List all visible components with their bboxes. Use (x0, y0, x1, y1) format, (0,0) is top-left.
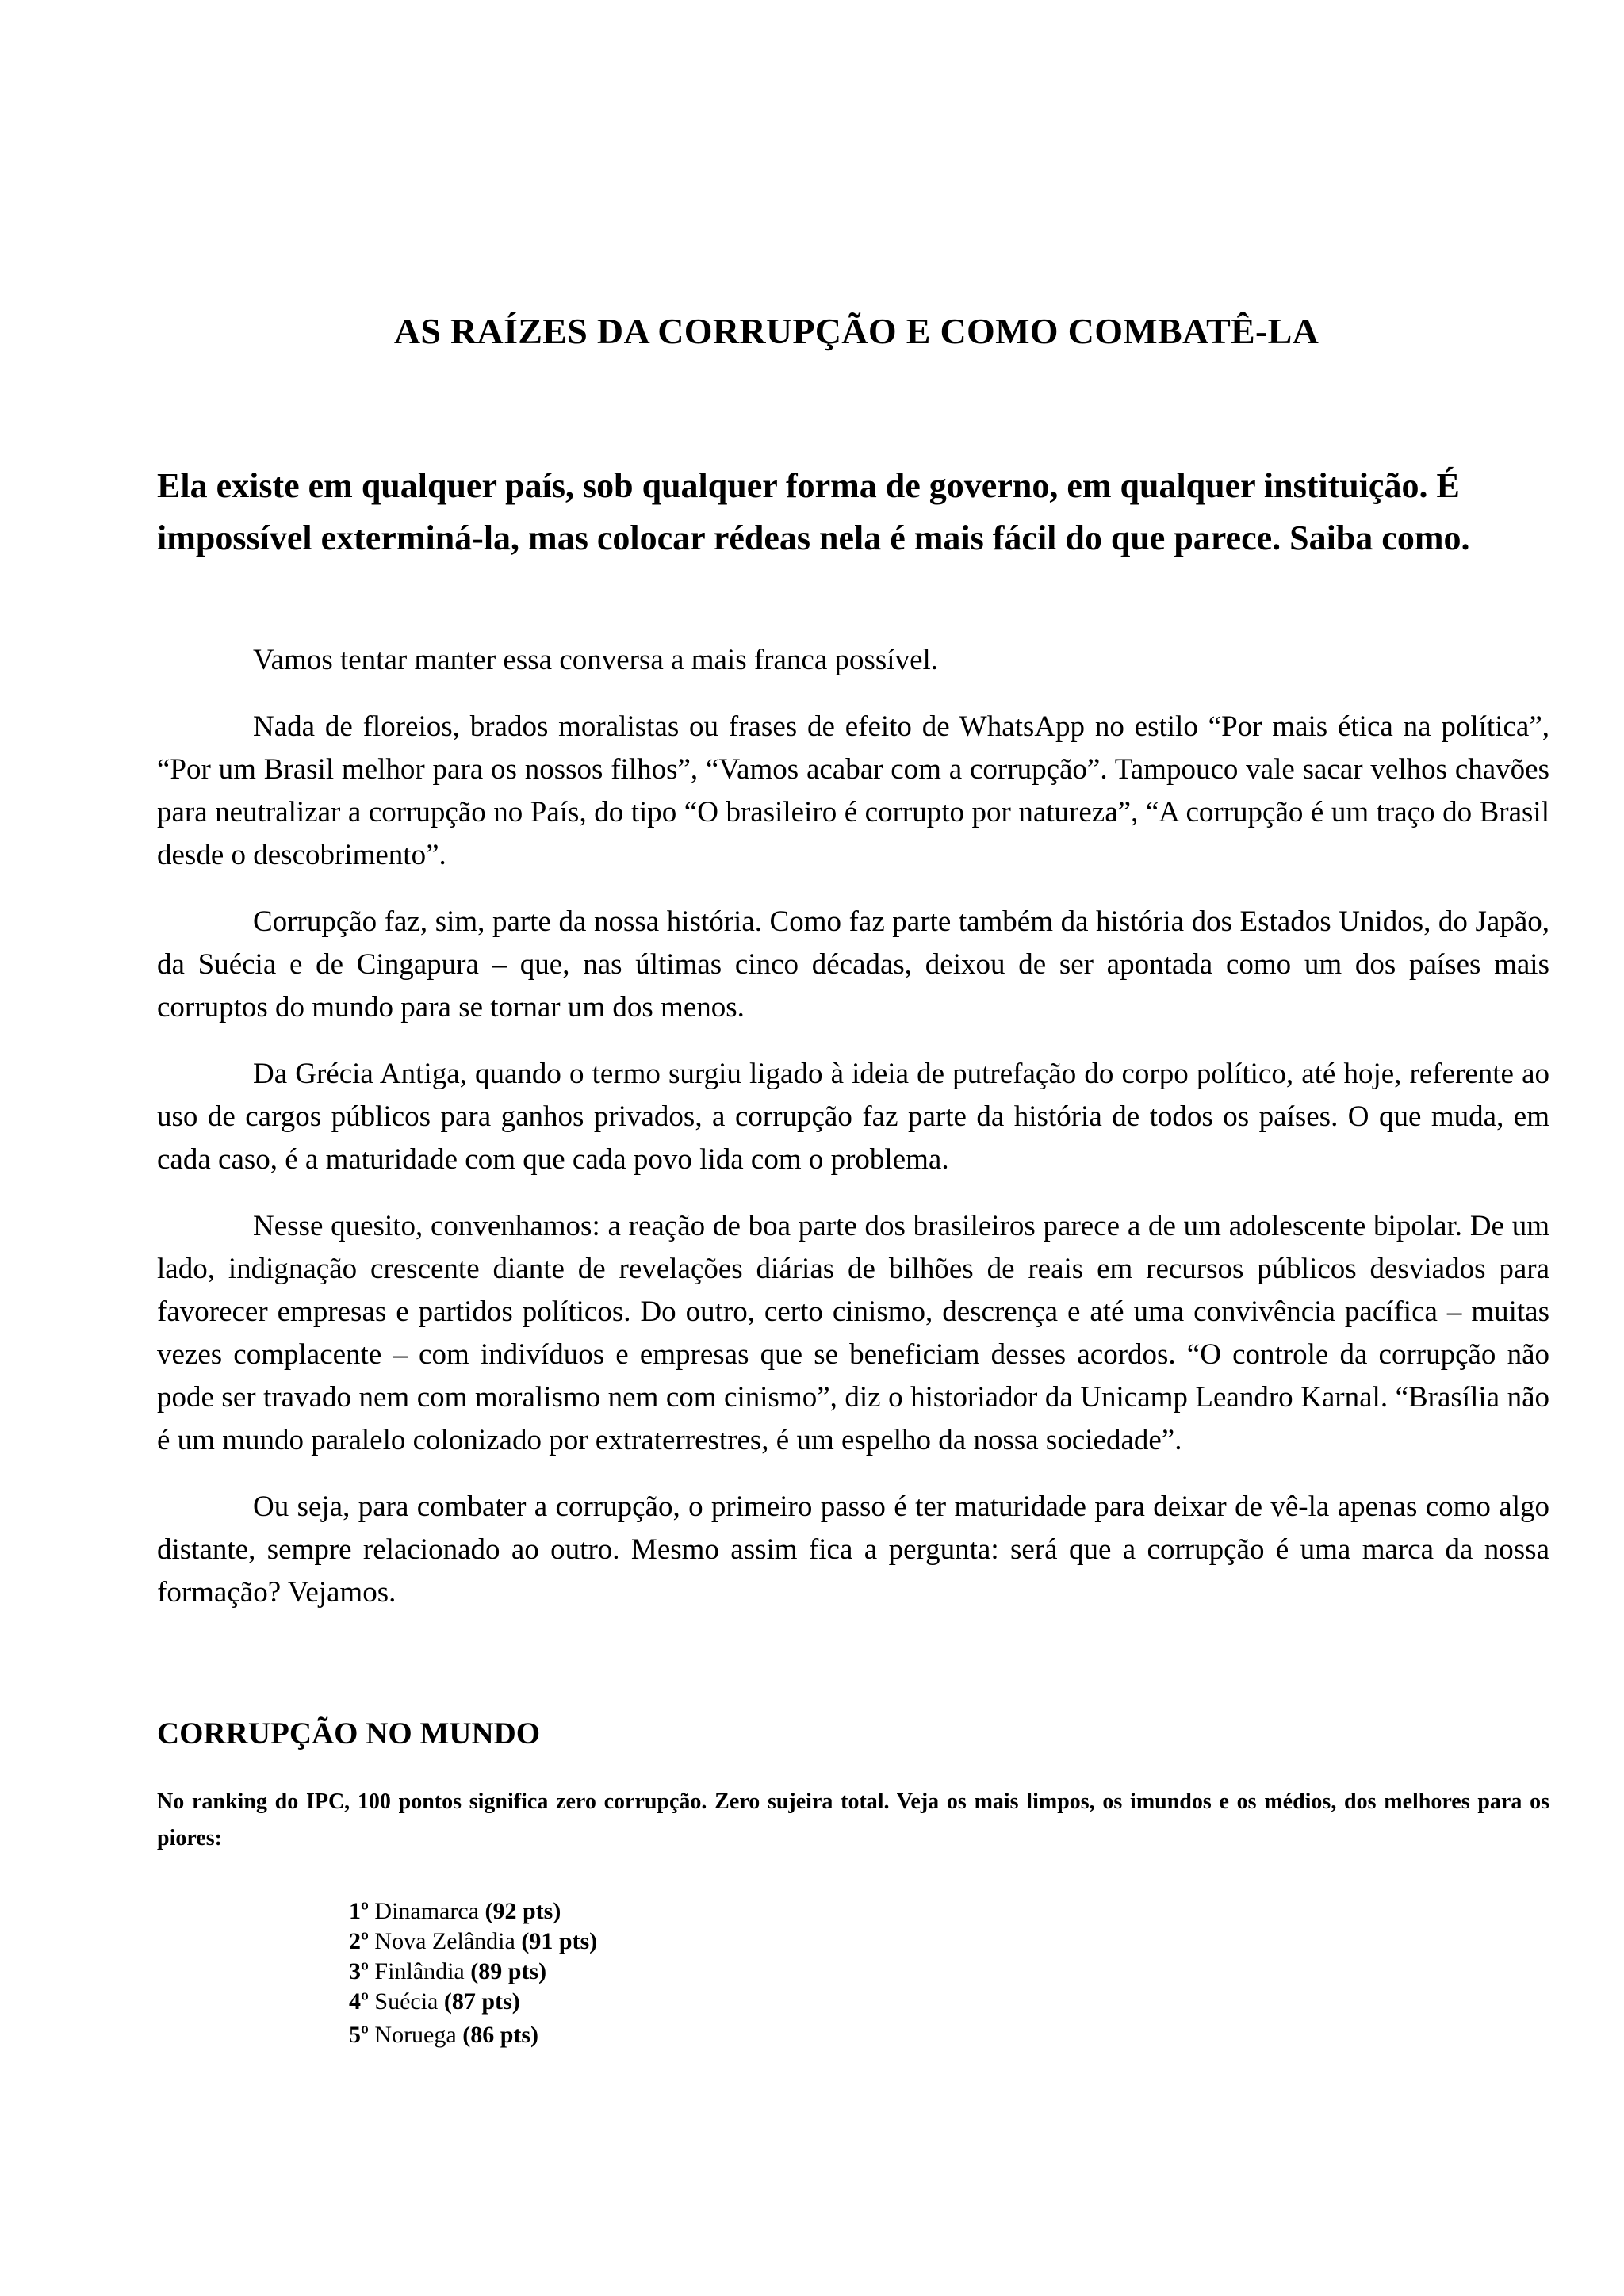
ranking-intro: No ranking do IPC, 100 pontos significa zero corrupção. Zero sujeira total. Veja os mais limpos, os imundos e os médios, dos melhores para os piores: (157, 1789, 1549, 1850)
ranking-position: 1º (349, 1898, 369, 1924)
body-paragraph: Da Grécia Antiga, quando o termo surgiu ligado à ideia de putrefação do corpo político, até hoje, referente ao uso de cargos públicos para ganhos privados, a corrupção faz parte da história de todos os países. O que muda, em cada caso, é a maturidade com que cada povo lida com o problema. (157, 1058, 1549, 1176)
ranking-position: 5º (349, 2022, 369, 2048)
body-paragraph: Corrupção faz, sim, parte da nossa história. Como faz parte também da história dos Estados Unidos, do Japão, da Suécia e de Cingapura – que, nas últimas cinco décadas, deixou de ser apontada como um dos países mais corruptos do mundo para se tornar um dos menos. (157, 905, 1549, 1024)
ranking-country: Suécia (374, 1988, 439, 2015)
article-subtitle: Ela existe em qualquer país, sob qualquer forma de governo, em qualquer instituição. É impossível exterminá-la, mas colocar rédeas nela é mais fácil do que parece. Saiba como. (157, 466, 1470, 557)
article-body (157, 639, 1549, 1638)
ranking-list (349, 1896, 597, 2050)
ranking-country: Noruega (374, 2022, 457, 2048)
ranking-points: (86 pts) (462, 2022, 539, 2048)
ranking-item (349, 2020, 597, 2050)
body-paragraph: Ou seja, para combater a corrupção, o primeiro passo é ter maturidade para deixar de vê-la apenas como algo distante, sempre relacionado ao outro. Mesmo assim fica a pergunta: será que a corrupção é uma marca da nossa formação? Vejamos. (157, 1490, 1549, 1609)
ranking-country: Finlândia (374, 1958, 465, 1984)
body-paragraph: Nada de floreios, brados moralistas ou frases de efeito de WhatsApp no estilo “Por mais ética na política”, “Por um Brasil melhor para os nossos filhos”, “Vamos acabar com a corrupção”. Tampouco vale sacar velhos chavões para neutralizar a corrupção no País, do tipo “O brasileiro é corrupto por natureza”, “A corrupção é um traço do Brasil desde o descobrimento”. (157, 710, 1549, 871)
ranking-position: 4º (349, 1988, 369, 2015)
ranking-position: 2º (349, 1928, 369, 1954)
ranking-item (349, 1987, 597, 2017)
body-paragraph: Vamos tentar manter essa conversa a mais franca possível. (253, 644, 939, 676)
ranking-item (349, 1957, 597, 1987)
ranking-points: (89 pts) (470, 1958, 547, 1984)
ranking-country: Dinamarca (374, 1898, 479, 1924)
ranking-points: (92 pts) (485, 1898, 561, 1924)
article-title: AS RAÍZES DA CORRUPÇÃO E COMO COMBATÊ-LA (393, 311, 1320, 351)
ranking-item (349, 1896, 597, 1927)
ranking-country: Nova Zelândia (374, 1928, 515, 1954)
ranking-position: 3º (349, 1958, 369, 1984)
section-heading: CORRUPÇÃO NO MUNDO (157, 1716, 541, 1751)
body-paragraph: Nesse quesito, convenhamos: a reação de boa parte dos brasileiros parece a de um adolescente bipolar. De um lado, indignação crescente diante de revelações diárias de bilhões de reais em recursos públicos desviados para favorecer empresas e partidos políticos. Do outro, certo cinismo, descrença e até uma convivência pacífica – muitas vezes complacente – com indivíduos e empresas que se beneficiam desses acordos. “O controle da corrupção não pode ser travado nem com moralismo nem com cinismo”, diz o historiador da Unicamp Leandro Karnal. “Brasília não é um mundo paralelo colonizado por extraterrestres, é um espelho da nossa sociedade”. (157, 1210, 1549, 1456)
ranking-item (349, 1927, 597, 1957)
ranking-points: (91 pts) (521, 1928, 598, 1954)
ranking-points: (87 pts) (443, 1988, 520, 2015)
